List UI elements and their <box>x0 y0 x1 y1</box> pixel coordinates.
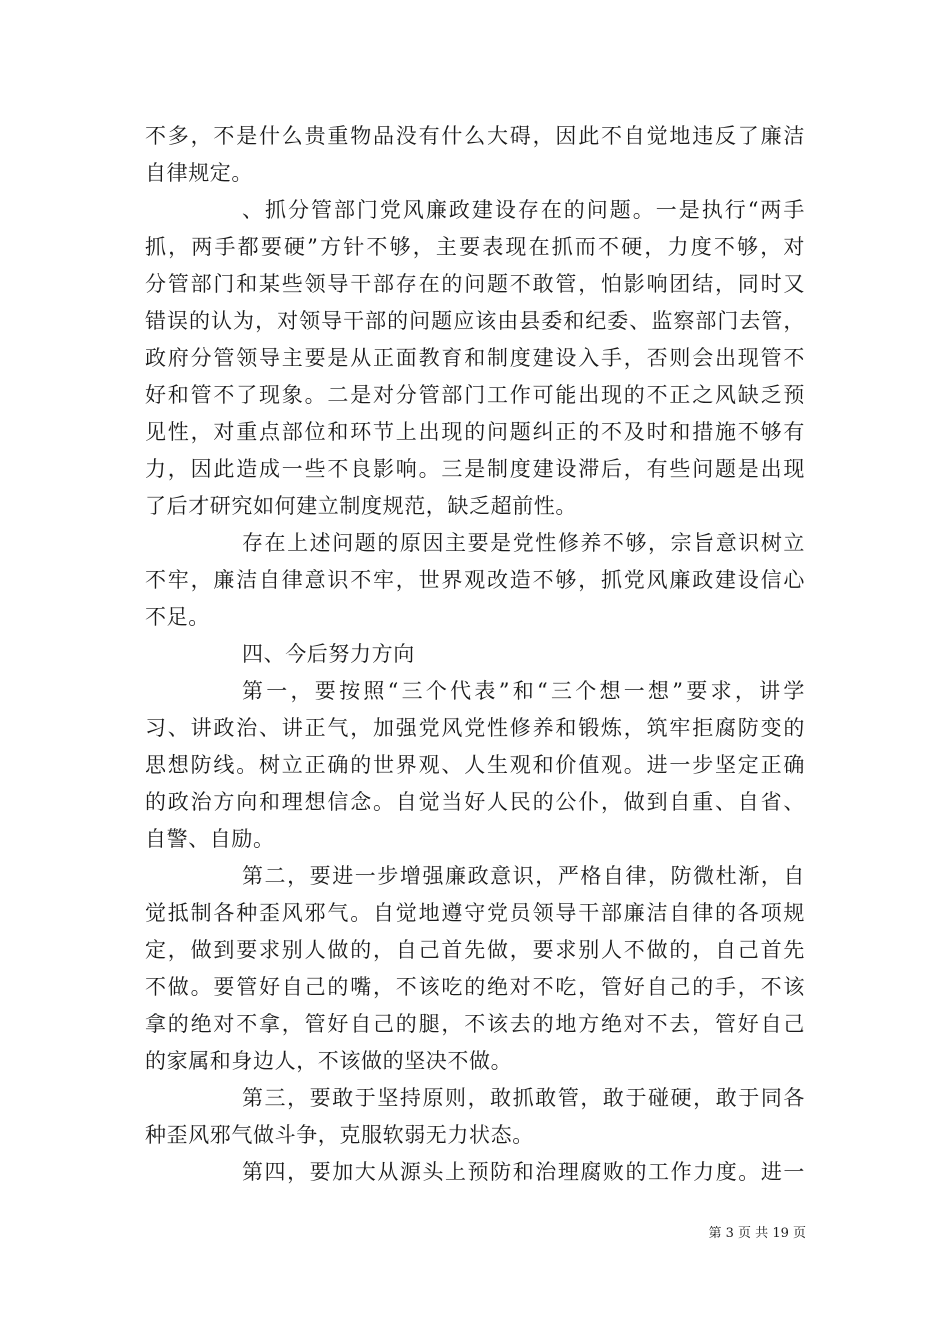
paragraph-6-line-2: 觉抵制各种歪风邪气。自觉地遵守党员领导干部廉洁自律的各项规 <box>145 901 805 925</box>
paragraph-2-line-1: 、抓分管部门党风廉政建设存在的问题。一是执行“两手 <box>242 198 805 222</box>
page-number: 第 3 页 共 19 页 <box>708 1226 806 1241</box>
paragraph-5-line-4: 的政治方向和理想信念。自觉当好人民的公仆，做到自重、自省、 <box>145 790 805 814</box>
section-heading: 四、今后努力方向 <box>242 642 415 666</box>
paragraph-7-line-1: 第三，要敢于坚持原则，敢抓敢管，敢于碰硬，敢于同各 <box>242 1086 805 1110</box>
paragraph-6-line-4: 不做。要管好自己的嘴，不该吃的绝对不吃，管好自己的手，不该 <box>145 975 805 999</box>
paragraph-2-line-5: 政府分管领导主要是从正面教育和制度建设入手，否则会出现管不 <box>145 346 805 370</box>
paragraph-6-line-3: 定，做到要求别人做的，自己首先做，要求别人不做的，自己首先 <box>145 938 805 962</box>
paragraph-6-line-5: 拿的绝对不拿，管好自己的腿，不该去的地方绝对不去，管好自己 <box>145 1012 805 1036</box>
paragraph-1-line-2: 自律规定。 <box>145 161 253 185</box>
paragraph-2-line-6: 好和管不了现象。二是对分管部门工作可能出现的不正之风缺乏预 <box>145 383 805 407</box>
paragraph-2-line-3: 分管部门和某些领导干部存在的问题不敢管，怕影响团结，同时又 <box>145 272 805 296</box>
paragraph-3-line-1: 存在上述问题的原因主要是党性修养不够，宗旨意识树立 <box>242 531 805 555</box>
paragraph-6-line-6: 的家属和身边人，不该做的坚决不做。 <box>145 1049 513 1073</box>
paragraph-3-line-2: 不牢，廉洁自律意识不牢，世界观改造不够，抓党风廉政建设信心 <box>145 568 805 592</box>
paragraph-2-line-2: 抓，两手都要硬”方针不够，主要表现在抓而不硬，力度不够，对 <box>145 235 805 259</box>
paragraph-2-line-8: 力，因此造成一些不良影响。三是制度建设滞后，有些问题是出现 <box>145 457 805 481</box>
paragraph-5-line-2: 习、讲政治、讲正气，加强党风党性修养和锻炼，筑牢拒腐防变的 <box>145 716 805 740</box>
paragraph-2-line-4: 错误的认为，对领导干部的问题应该由县委和纪委、监察部门去管， <box>145 309 805 333</box>
paragraph-7-line-2: 种歪风邪气做斗争，克服软弱无力状态。 <box>145 1123 534 1147</box>
body-text <box>145 118 805 1191</box>
paragraph-2-line-9: 了后才研究如何建立制度规范，缺乏超前性。 <box>145 494 577 518</box>
paragraph-2-line-7: 见性，对重点部位和环节上出现的问题纠正的不及时和措施不够有 <box>145 420 805 444</box>
paragraph-8-line-1: 第四，要加大从源头上预防和治理腐败的工作力度。进一 <box>242 1160 805 1184</box>
paragraph-6-line-1: 第二，要进一步增强廉政意识，严格自律，防微杜渐，自 <box>242 864 805 888</box>
paragraph-3-line-3: 不足。 <box>145 605 210 629</box>
paragraph-1-line-1: 不多，不是什么贵重物品没有什么大碍，因此不自觉地违反了廉洁 <box>145 124 805 148</box>
paragraph-5-line-5: 自警、自励。 <box>145 827 275 851</box>
paragraph-5-line-1: 第一，要按照“三个代表”和“三个想一想”要求，讲学 <box>242 679 805 703</box>
paragraph-5-line-3: 思想防线。树立正确的世界观、人生观和价值观。进一步坚定正确 <box>145 753 805 777</box>
